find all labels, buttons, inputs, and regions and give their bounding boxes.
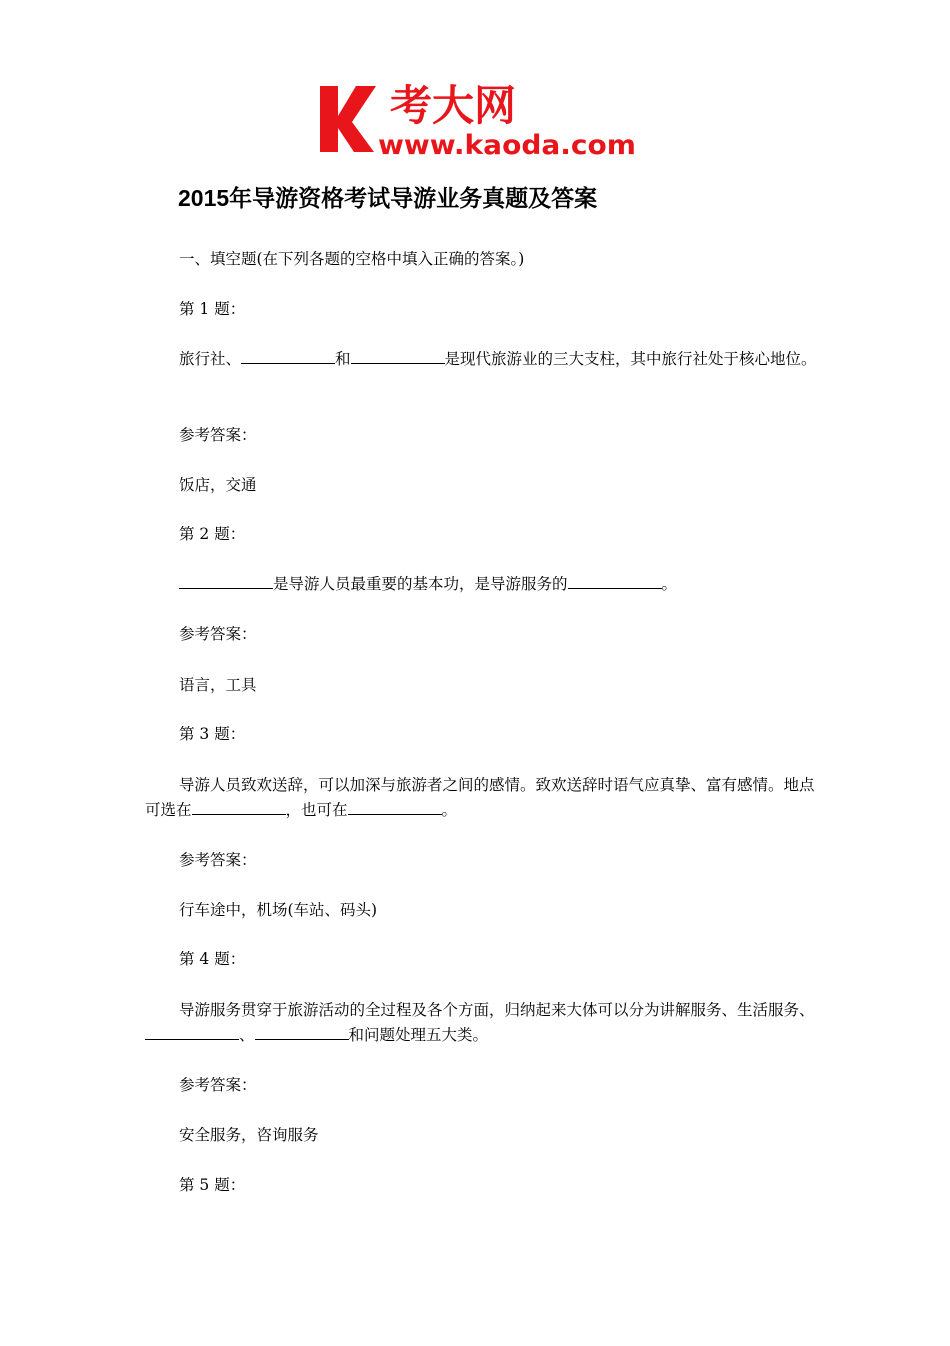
question-3-label: 第 3 题： [179, 725, 246, 743]
question-4-text-part: 导游服务贯穿于旅游活动的全过程及各个方面，归纳起来大体可以分为讲解服务、生活服务、 [179, 1001, 815, 1019]
answer-blank [568, 572, 662, 589]
answer-blank [351, 347, 445, 364]
question-1-text-part: 是现代旅游业的三大支柱，其中旅行社处于核心地位。 [444, 350, 817, 368]
answer-blank [348, 798, 442, 815]
question-3-text-part: 。 [441, 801, 458, 819]
answer-blank [255, 1023, 349, 1040]
answer-blank [145, 1023, 239, 1040]
question-4-text-part: 和问题处理五大类。 [348, 1026, 489, 1044]
answer-blank [241, 347, 335, 364]
question-3-text-part: 导游人员致欢送辞，可以加深与旅游者之间的感情。致欢送辞时语气应真挚、富有感情。地点可选在 [145, 776, 815, 819]
kaoda-logo [318, 78, 638, 160]
question-2-text-part: 。 [661, 575, 678, 593]
question-3-answer: 行车途中，机场(车站、码头) [179, 901, 378, 919]
question-2-answer: 语言，工具 [179, 676, 257, 694]
question-3-answer-label: 参考答案： [179, 851, 257, 869]
question-2-text [145, 572, 817, 597]
question-3-text-part: ，也可在 [285, 801, 348, 819]
question-1-text [145, 347, 817, 372]
logo-brand-cn: 考大网 [390, 81, 517, 130]
question-4-answer: 安全服务，咨询服务 [179, 1126, 319, 1144]
question-3-text [145, 773, 817, 823]
question-2-text-part: 是导游人员最重要的基本功，是导游服务的 [273, 575, 568, 593]
kaoda-logo-graphic [318, 78, 638, 160]
logo-url: www.kaoda.com [378, 130, 636, 160]
question-1-text-part: 旅行社、 [179, 350, 242, 368]
question-1-text-part: 和 [335, 350, 351, 368]
answer-blank [179, 572, 273, 589]
question-1-answer-label: 参考答案： [179, 426, 257, 444]
document-title: 2015年导游资格考试导游业务真题及答案 [178, 185, 598, 211]
question-2-answer-label: 参考答案： [179, 625, 257, 643]
question-2-label: 第 2 题： [179, 525, 246, 543]
question-1-answer: 饭店，交通 [179, 476, 257, 494]
question-4-text-part: 、 [239, 1026, 255, 1044]
question-1-label: 第 1 题： [179, 300, 246, 318]
answer-blank [192, 798, 286, 815]
section-heading: 一、填空题(在下列各题的空格中填入正确的答案。) [179, 250, 525, 268]
question-4-text [145, 998, 817, 1048]
question-4-label: 第 4 题： [179, 950, 246, 968]
question-4-answer-label: 参考答案： [179, 1076, 257, 1094]
question-5-label: 第 5 题： [179, 1176, 246, 1194]
